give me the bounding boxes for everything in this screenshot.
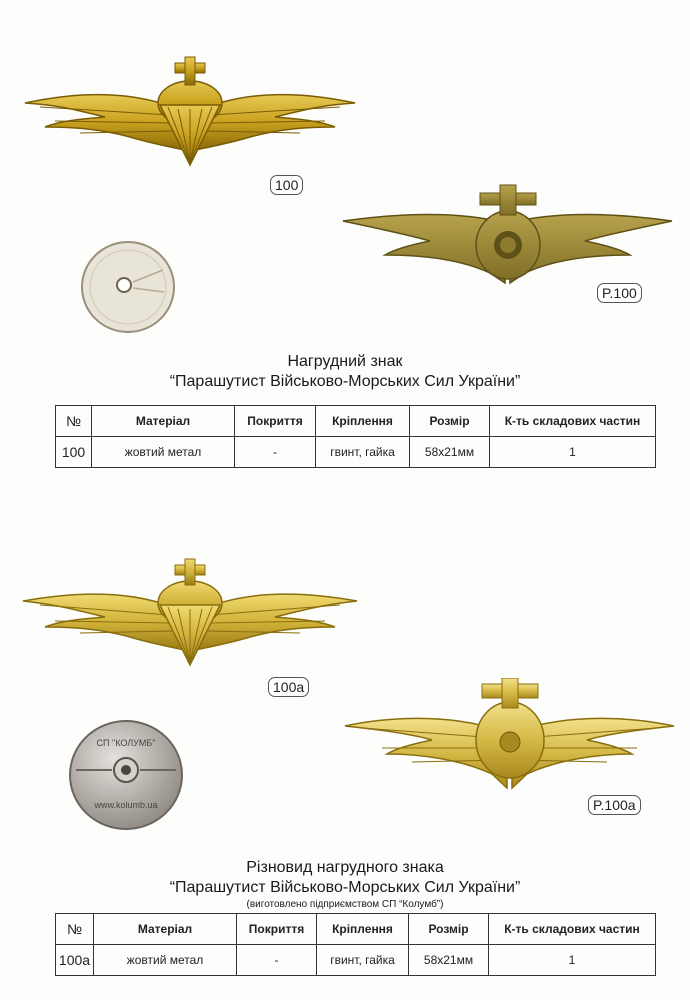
- item1-spec-table: [55, 405, 656, 468]
- header-parts-count: К-ть складових частин: [489, 914, 656, 945]
- cell-size: 58х21мм: [409, 945, 489, 976]
- table-row: [56, 437, 656, 468]
- item1-title-line1: Нагрудний знак: [287, 353, 403, 370]
- header-fastening: Кріплення: [317, 914, 409, 945]
- cell-material: жовтий метал: [94, 945, 237, 976]
- table-header-row: [56, 406, 656, 437]
- item2-title-line1: Різновид нагрудного знака: [246, 859, 444, 876]
- header-number: №: [56, 914, 94, 945]
- item2-spec-table: [55, 913, 656, 976]
- header-material: Матеріал: [94, 914, 237, 945]
- item1-title-line2: “Парашутист Військово-Морських Сил України”: [169, 373, 521, 390]
- header-fastening: Кріплення: [316, 406, 410, 437]
- badge-100a-nut-image: [66, 718, 186, 833]
- table-row: [56, 945, 656, 976]
- item2-title-line2: “Парашутист Військово-Морських Сил України”: [169, 879, 521, 896]
- header-number: №: [56, 406, 92, 437]
- badge-100a-label: 100а: [268, 677, 309, 697]
- parachute-icon: [158, 57, 222, 165]
- cell-number: 100а: [56, 945, 94, 976]
- header-parts-count: К-ть складових частин: [490, 406, 656, 437]
- badge-100a-front-image: [20, 555, 360, 675]
- cell-fastening: гвинт, гайка: [317, 945, 409, 976]
- cell-coating: -: [235, 437, 316, 468]
- table-header-row: [56, 914, 656, 945]
- badge-100a-back-label: P.100а: [588, 795, 641, 815]
- header-coating: Покриття: [235, 406, 316, 437]
- header-size: Розмір: [409, 914, 489, 945]
- badge-100-back-label: P.100: [597, 283, 642, 303]
- cell-parts-count: 1: [489, 945, 656, 976]
- cell-parts-count: 1: [490, 437, 656, 468]
- header-coating: Покриття: [237, 914, 317, 945]
- badge-100-back-image: [340, 183, 675, 298]
- cell-coating: -: [237, 945, 317, 976]
- badge-100-nut-image: [78, 240, 178, 335]
- header-size: Розмір: [410, 406, 490, 437]
- nut-text-bottom: www.kolumb.ua: [94, 800, 158, 810]
- item2-title-line3: (виготовлено підприємством СП “Колумб”): [246, 899, 444, 910]
- cell-number: 100: [56, 437, 92, 468]
- nut-text-top: СП "КОЛУМБ": [96, 738, 156, 748]
- badge-100a-back-image: [342, 678, 677, 800]
- header-material: Матеріал: [92, 406, 235, 437]
- badge-100-label: 100: [270, 175, 303, 195]
- cell-size: 58х21мм: [410, 437, 490, 468]
- cell-material: жовтий метал: [92, 437, 235, 468]
- badge-100-front-image: [20, 55, 360, 180]
- cell-fastening: гвинт, гайка: [316, 437, 410, 468]
